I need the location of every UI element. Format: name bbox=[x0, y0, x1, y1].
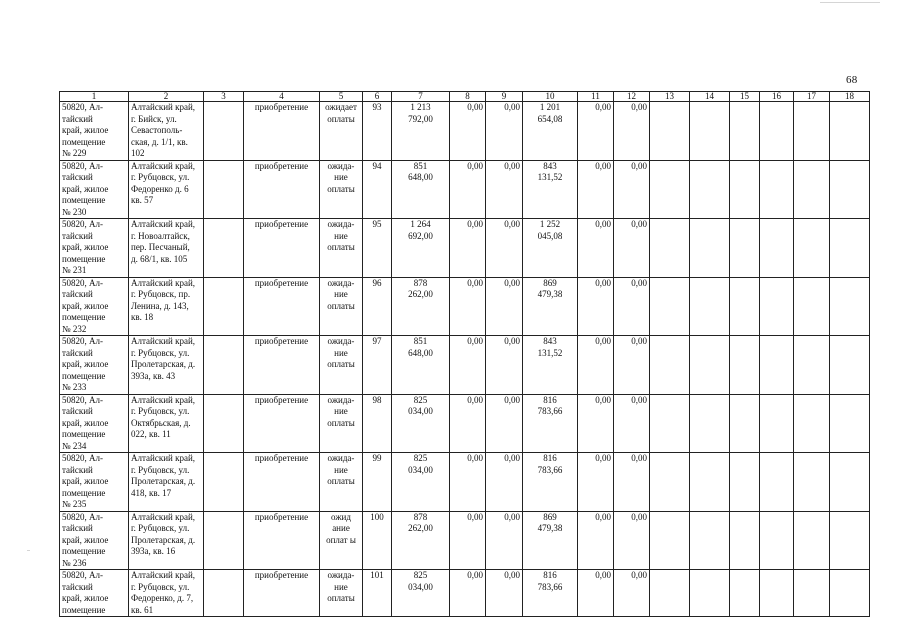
cell-text: 50820, Ал- тайский край, жилое помещение № 229 bbox=[62, 102, 109, 158]
cell-text: Алтайский край, г. Рубцовск, пр. Ленина, д. 143, кв. 18 bbox=[131, 277, 196, 322]
cell-text: приобретение bbox=[254, 394, 309, 405]
cell-text: приобретение bbox=[254, 102, 309, 112]
cell-text: приобретение bbox=[254, 160, 309, 171]
cell-col-5 bbox=[320, 277, 363, 336]
cell-col-12 bbox=[614, 394, 650, 453]
cell-text: 825 034,00 bbox=[408, 394, 433, 416]
cell-col-16 bbox=[760, 102, 794, 161]
cell-text: 0,00 bbox=[467, 570, 483, 580]
cell-col-4 bbox=[244, 277, 320, 336]
cell-col-6 bbox=[363, 160, 392, 219]
cell-col-17 bbox=[794, 511, 830, 570]
column-header-13: 13 bbox=[650, 92, 690, 102]
cell-col-3 bbox=[204, 336, 244, 395]
cell-col-12 bbox=[614, 102, 650, 161]
cell-text: 0,00 bbox=[467, 511, 483, 522]
cell-col-8 bbox=[450, 102, 486, 161]
cell-text: 0,00 bbox=[504, 160, 520, 171]
cell-text: Алтайский край, г. Рубцовск, ул. Пролетарская, д. 418, кв. 17 bbox=[131, 453, 196, 498]
column-header-2: 2 bbox=[129, 92, 204, 102]
cell-col-13 bbox=[650, 277, 690, 336]
cell-text: 101 bbox=[370, 570, 384, 580]
cell-col-9 bbox=[486, 102, 523, 161]
cell-col-7 bbox=[392, 277, 450, 336]
cell-text: 1 252 045,08 bbox=[537, 219, 563, 241]
cell-text: 843 131,52 bbox=[537, 336, 563, 358]
cell-text: приобретение bbox=[254, 453, 309, 463]
column-header-9: 9 bbox=[486, 92, 523, 102]
cell-col-1 bbox=[60, 336, 129, 395]
cell-col-2 bbox=[129, 277, 204, 336]
cell-col-17 bbox=[794, 453, 830, 512]
cell-text: Алтайский край, г. Рубцовск, ул. Октябрьская, д. 022, кв. 11 bbox=[131, 394, 196, 439]
table-row bbox=[60, 336, 870, 395]
cell-text: 0,00 bbox=[631, 219, 647, 229]
cell-text: ожида- ние оплаты bbox=[327, 336, 355, 369]
cell-text: 0,00 bbox=[631, 336, 647, 346]
cell-text: ожидает оплаты bbox=[325, 102, 357, 124]
cell-col-2 bbox=[129, 394, 204, 453]
cell-col-17 bbox=[794, 160, 830, 219]
cell-col-6 bbox=[363, 394, 392, 453]
cell-col-2 bbox=[129, 511, 204, 570]
cell-text: 50820, Ал- тайский край, жилое помещение № 230 bbox=[62, 160, 109, 217]
cell-text: 0,00 bbox=[595, 570, 611, 580]
cell-text: 816 783,66 bbox=[537, 394, 563, 416]
cell-col-13 bbox=[650, 102, 690, 161]
cell-col-15 bbox=[730, 219, 760, 278]
scan-artifact bbox=[820, 2, 880, 3]
cell-col-13 bbox=[650, 160, 690, 219]
cell-col-18 bbox=[830, 511, 870, 570]
cell-col-11 bbox=[578, 570, 614, 617]
cell-text: 1 213 792,00 bbox=[408, 102, 433, 124]
cell-col-16 bbox=[760, 336, 794, 395]
cell-col-18 bbox=[830, 336, 870, 395]
table-row bbox=[60, 219, 870, 278]
cell-col-7 bbox=[392, 336, 450, 395]
cell-text: приобретение bbox=[254, 511, 309, 522]
cell-col-9 bbox=[486, 336, 523, 395]
cell-text: 816 783,66 bbox=[537, 453, 563, 475]
cell-text: Алтайский край, г. Рубцовск, ул. Федоренко, д. 7, кв. 61 bbox=[131, 570, 196, 615]
cell-col-3 bbox=[204, 102, 244, 161]
cell-text: 93 bbox=[372, 102, 382, 112]
cell-col-10 bbox=[523, 160, 578, 219]
cell-col-10 bbox=[523, 453, 578, 512]
cell-col-10 bbox=[523, 570, 578, 617]
cell-col-16 bbox=[760, 160, 794, 219]
cell-col-11 bbox=[578, 277, 614, 336]
cell-text: 0,00 bbox=[595, 394, 611, 405]
cell-col-11 bbox=[578, 511, 614, 570]
cell-col-7 bbox=[392, 102, 450, 161]
cell-col-5 bbox=[320, 219, 363, 278]
cell-text: 50820, Ал- тайский край, жилое помещение № 232 bbox=[62, 277, 109, 334]
cell-text: 50820, Ал- тайский край, жилое помещение bbox=[62, 570, 109, 615]
property-table bbox=[59, 91, 870, 617]
cell-text: 825 034,00 bbox=[408, 570, 433, 592]
cell-col-3 bbox=[204, 394, 244, 453]
cell-text: 0,00 bbox=[504, 336, 520, 346]
cell-col-12 bbox=[614, 511, 650, 570]
cell-text: 0,00 bbox=[631, 277, 647, 288]
cell-text: 0,00 bbox=[631, 453, 647, 463]
cell-col-3 bbox=[204, 453, 244, 512]
cell-text: ожида- ние оплаты bbox=[327, 394, 355, 428]
cell-text: 0,00 bbox=[595, 277, 611, 288]
cell-col-6 bbox=[363, 453, 392, 512]
cell-col-3 bbox=[204, 570, 244, 617]
cell-col-8 bbox=[450, 336, 486, 395]
cell-col-14 bbox=[690, 570, 730, 617]
cell-col-3 bbox=[204, 160, 244, 219]
cell-text: Алтайский край, г. Новоалтайск, пер. Песчаный, д. 68/1, кв. 105 bbox=[131, 219, 196, 264]
cell-col-17 bbox=[794, 570, 830, 617]
cell-col-4 bbox=[244, 453, 320, 512]
cell-col-12 bbox=[614, 219, 650, 278]
cell-col-5 bbox=[320, 394, 363, 453]
cell-text: 851 648,00 bbox=[408, 336, 433, 358]
cell-text: 97 bbox=[372, 336, 382, 346]
cell-text: 0,00 bbox=[504, 570, 520, 580]
cell-col-5 bbox=[320, 511, 363, 570]
cell-col-15 bbox=[730, 511, 760, 570]
cell-col-17 bbox=[794, 336, 830, 395]
cell-col-2 bbox=[129, 336, 204, 395]
cell-col-18 bbox=[830, 453, 870, 512]
column-header-4: 4 bbox=[244, 92, 320, 102]
cell-text: 50820, Ал- тайский край, жилое помещение № 236 bbox=[62, 511, 109, 568]
cell-col-5 bbox=[320, 336, 363, 395]
cell-col-9 bbox=[486, 160, 523, 219]
cell-text: 869 479,38 bbox=[537, 511, 563, 533]
cell-col-11 bbox=[578, 102, 614, 161]
column-header-6: 6 bbox=[363, 92, 392, 102]
cell-col-3 bbox=[204, 277, 244, 336]
cell-text: ожида- ние оплаты bbox=[327, 277, 355, 311]
cell-col-15 bbox=[730, 336, 760, 395]
cell-col-6 bbox=[363, 511, 392, 570]
cell-col-15 bbox=[730, 394, 760, 453]
cell-text: 0,00 bbox=[595, 336, 611, 346]
cell-text: 50820, Ал- тайский край, жилое помещение № 235 bbox=[62, 453, 109, 509]
page-number: 68 bbox=[846, 74, 858, 86]
cell-col-14 bbox=[690, 219, 730, 278]
cell-text: 0,00 bbox=[595, 102, 611, 112]
cell-col-8 bbox=[450, 219, 486, 278]
cell-col-18 bbox=[830, 394, 870, 453]
cell-col-10 bbox=[523, 277, 578, 336]
cell-text: ожида- ние оплаты bbox=[327, 570, 355, 603]
cell-col-14 bbox=[690, 102, 730, 161]
cell-col-17 bbox=[794, 219, 830, 278]
cell-col-9 bbox=[486, 219, 523, 278]
table-row bbox=[60, 511, 870, 570]
cell-text: 0,00 bbox=[467, 160, 483, 171]
cell-text: 0,00 bbox=[467, 453, 483, 463]
cell-col-14 bbox=[690, 453, 730, 512]
cell-text: 843 131,52 bbox=[537, 160, 563, 182]
cell-col-14 bbox=[690, 394, 730, 453]
cell-col-4 bbox=[244, 219, 320, 278]
cell-col-10 bbox=[523, 219, 578, 278]
cell-text: 94 bbox=[372, 160, 382, 171]
column-header-14: 14 bbox=[690, 92, 730, 102]
cell-text: 0,00 bbox=[595, 160, 611, 171]
cell-col-2 bbox=[129, 453, 204, 512]
cell-col-14 bbox=[690, 277, 730, 336]
cell-text: 0,00 bbox=[504, 102, 520, 112]
scan-artifact bbox=[27, 550, 30, 551]
cell-text: 50820, Ал- тайский край, жилое помещение № 231 bbox=[62, 219, 109, 275]
cell-col-15 bbox=[730, 102, 760, 161]
cell-col-13 bbox=[650, 219, 690, 278]
cell-col-12 bbox=[614, 570, 650, 617]
cell-col-5 bbox=[320, 453, 363, 512]
cell-text: 50820, Ал- тайский край, жилое помещение № 233 bbox=[62, 336, 109, 392]
cell-col-8 bbox=[450, 453, 486, 512]
cell-col-16 bbox=[760, 570, 794, 617]
cell-col-9 bbox=[486, 453, 523, 512]
cell-text: приобретение bbox=[254, 219, 309, 229]
cell-text: ожида- ние оплаты bbox=[327, 219, 355, 252]
cell-text: 0,00 bbox=[467, 277, 483, 288]
cell-text: Алтайский край, г. Рубцовск, ул. Пролетарская, д. 393а, кв. 16 bbox=[131, 511, 196, 556]
cell-col-1 bbox=[60, 453, 129, 512]
cell-col-1 bbox=[60, 570, 129, 617]
cell-col-6 bbox=[363, 570, 392, 617]
cell-col-7 bbox=[392, 453, 450, 512]
cell-col-18 bbox=[830, 570, 870, 617]
cell-col-11 bbox=[578, 453, 614, 512]
cell-col-15 bbox=[730, 570, 760, 617]
cell-col-13 bbox=[650, 336, 690, 395]
cell-text: ожида- ние оплаты bbox=[327, 453, 355, 486]
cell-text: 0,00 bbox=[631, 511, 647, 522]
table-row bbox=[60, 102, 870, 161]
cell-text: 825 034,00 bbox=[408, 453, 433, 475]
cell-text: 96 bbox=[372, 277, 382, 288]
cell-text: 0,00 bbox=[595, 219, 611, 229]
cell-text: 0,00 bbox=[504, 453, 520, 463]
cell-col-7 bbox=[392, 570, 450, 617]
cell-text: 0,00 bbox=[467, 336, 483, 346]
cell-text: 0,00 bbox=[467, 219, 483, 229]
cell-col-8 bbox=[450, 277, 486, 336]
cell-col-15 bbox=[730, 453, 760, 512]
cell-col-13 bbox=[650, 394, 690, 453]
cell-col-2 bbox=[129, 102, 204, 161]
cell-text: 0,00 bbox=[467, 394, 483, 405]
cell-text: 0,00 bbox=[467, 102, 483, 112]
cell-col-17 bbox=[794, 102, 830, 161]
cell-col-16 bbox=[760, 453, 794, 512]
cell-text: 816 783,66 bbox=[537, 570, 563, 592]
cell-col-1 bbox=[60, 160, 129, 219]
cell-text: 99 bbox=[372, 453, 382, 463]
cell-text: 0,00 bbox=[595, 453, 611, 463]
table-row bbox=[60, 570, 870, 617]
column-header-15: 15 bbox=[730, 92, 760, 102]
cell-col-8 bbox=[450, 511, 486, 570]
cell-col-13 bbox=[650, 511, 690, 570]
cell-col-16 bbox=[760, 277, 794, 336]
cell-col-8 bbox=[450, 570, 486, 617]
cell-col-9 bbox=[486, 570, 523, 617]
cell-col-12 bbox=[614, 277, 650, 336]
cell-col-9 bbox=[486, 394, 523, 453]
column-header-18: 18 bbox=[830, 92, 870, 102]
cell-text: 100 bbox=[370, 511, 384, 522]
cell-col-9 bbox=[486, 277, 523, 336]
cell-col-17 bbox=[794, 277, 830, 336]
cell-text: 1 264 692,00 bbox=[408, 219, 433, 241]
cell-col-5 bbox=[320, 160, 363, 219]
cell-text: Алтайский край, г. Рубцовск, ул. Пролетарская, д. 393а, кв. 43 bbox=[131, 336, 196, 381]
cell-text: приобретение bbox=[254, 277, 309, 288]
cell-col-7 bbox=[392, 219, 450, 278]
cell-col-16 bbox=[760, 511, 794, 570]
cell-col-1 bbox=[60, 511, 129, 570]
column-number-row bbox=[60, 92, 870, 102]
cell-col-18 bbox=[830, 219, 870, 278]
cell-col-8 bbox=[450, 394, 486, 453]
cell-text: 0,00 bbox=[504, 394, 520, 405]
cell-text: 0,00 bbox=[504, 277, 520, 288]
cell-text: Алтайский край, г. Бийск, ул. Севастополь- ская, д. 1/1, кв. 102 bbox=[131, 102, 196, 158]
cell-col-12 bbox=[614, 336, 650, 395]
table-row bbox=[60, 277, 870, 336]
cell-text: приобретение bbox=[254, 570, 309, 580]
cell-col-5 bbox=[320, 102, 363, 161]
cell-col-11 bbox=[578, 219, 614, 278]
cell-col-7 bbox=[392, 511, 450, 570]
cell-text: 0,00 bbox=[631, 394, 647, 405]
cell-text: 851 648,00 bbox=[408, 160, 433, 182]
cell-text: 0,00 bbox=[504, 219, 520, 229]
column-header-3: 3 bbox=[204, 92, 244, 102]
cell-text: 0,00 bbox=[631, 102, 647, 112]
cell-col-16 bbox=[760, 394, 794, 453]
cell-col-1 bbox=[60, 277, 129, 336]
cell-col-1 bbox=[60, 102, 129, 161]
cell-col-6 bbox=[363, 219, 392, 278]
cell-col-10 bbox=[523, 336, 578, 395]
column-header-8: 8 bbox=[450, 92, 486, 102]
cell-text: 878 262,00 bbox=[408, 277, 433, 299]
column-header-5: 5 bbox=[320, 92, 363, 102]
table-row bbox=[60, 394, 870, 453]
cell-text: 878 262,00 bbox=[408, 511, 433, 533]
cell-text: 98 bbox=[372, 394, 382, 405]
cell-col-13 bbox=[650, 453, 690, 512]
cell-col-12 bbox=[614, 453, 650, 512]
cell-text: Алтайский край, г. Рубцовск, ул. Федоренко д. 6 кв. 57 bbox=[131, 160, 196, 205]
cell-col-4 bbox=[244, 336, 320, 395]
cell-col-14 bbox=[690, 511, 730, 570]
cell-col-2 bbox=[129, 219, 204, 278]
cell-col-4 bbox=[244, 102, 320, 161]
cell-text: ожида- ние оплаты bbox=[327, 160, 355, 194]
column-header-12: 12 bbox=[614, 92, 650, 102]
cell-col-1 bbox=[60, 219, 129, 278]
cell-col-13 bbox=[650, 570, 690, 617]
cell-col-10 bbox=[523, 511, 578, 570]
cell-col-8 bbox=[450, 160, 486, 219]
cell-col-6 bbox=[363, 277, 392, 336]
cell-col-10 bbox=[523, 102, 578, 161]
cell-col-18 bbox=[830, 277, 870, 336]
cell-col-11 bbox=[578, 160, 614, 219]
cell-col-10 bbox=[523, 394, 578, 453]
cell-col-17 bbox=[794, 394, 830, 453]
column-header-7: 7 bbox=[392, 92, 450, 102]
table-row bbox=[60, 453, 870, 512]
cell-col-9 bbox=[486, 511, 523, 570]
cell-col-18 bbox=[830, 102, 870, 161]
cell-text: 0,00 bbox=[631, 160, 647, 171]
cell-col-4 bbox=[244, 394, 320, 453]
cell-col-11 bbox=[578, 336, 614, 395]
cell-col-15 bbox=[730, 277, 760, 336]
column-header-10: 10 bbox=[523, 92, 578, 102]
column-header-11: 11 bbox=[578, 92, 614, 102]
cell-text: 0,00 bbox=[631, 570, 647, 580]
cell-col-1 bbox=[60, 394, 129, 453]
cell-col-2 bbox=[129, 160, 204, 219]
cell-col-18 bbox=[830, 160, 870, 219]
cell-col-4 bbox=[244, 511, 320, 570]
column-header-16: 16 bbox=[760, 92, 794, 102]
cell-col-4 bbox=[244, 570, 320, 617]
cell-text: 1 201 654,08 bbox=[537, 102, 563, 124]
cell-col-6 bbox=[363, 102, 392, 161]
cell-text: 869 479,38 bbox=[537, 277, 563, 299]
cell-text: 0,00 bbox=[504, 511, 520, 522]
cell-col-3 bbox=[204, 219, 244, 278]
cell-col-14 bbox=[690, 160, 730, 219]
cell-text: 50820, Ал- тайский край, жилое помещение № 234 bbox=[62, 394, 109, 451]
cell-text: 95 bbox=[372, 219, 382, 229]
cell-col-7 bbox=[392, 394, 450, 453]
cell-col-12 bbox=[614, 160, 650, 219]
cell-col-15 bbox=[730, 160, 760, 219]
cell-text: ожид ание оплат ы bbox=[326, 511, 356, 545]
table-row bbox=[60, 160, 870, 219]
cell-col-16 bbox=[760, 219, 794, 278]
cell-text: приобретение bbox=[254, 336, 309, 346]
column-header-1: 1 bbox=[60, 92, 129, 102]
cell-text: 0,00 bbox=[595, 511, 611, 522]
cell-col-3 bbox=[204, 511, 244, 570]
cell-col-2 bbox=[129, 570, 204, 617]
cell-col-4 bbox=[244, 160, 320, 219]
cell-col-5 bbox=[320, 570, 363, 617]
cell-col-14 bbox=[690, 336, 730, 395]
cell-col-7 bbox=[392, 160, 450, 219]
cell-col-11 bbox=[578, 394, 614, 453]
column-header-17: 17 bbox=[794, 92, 830, 102]
cell-col-6 bbox=[363, 336, 392, 395]
